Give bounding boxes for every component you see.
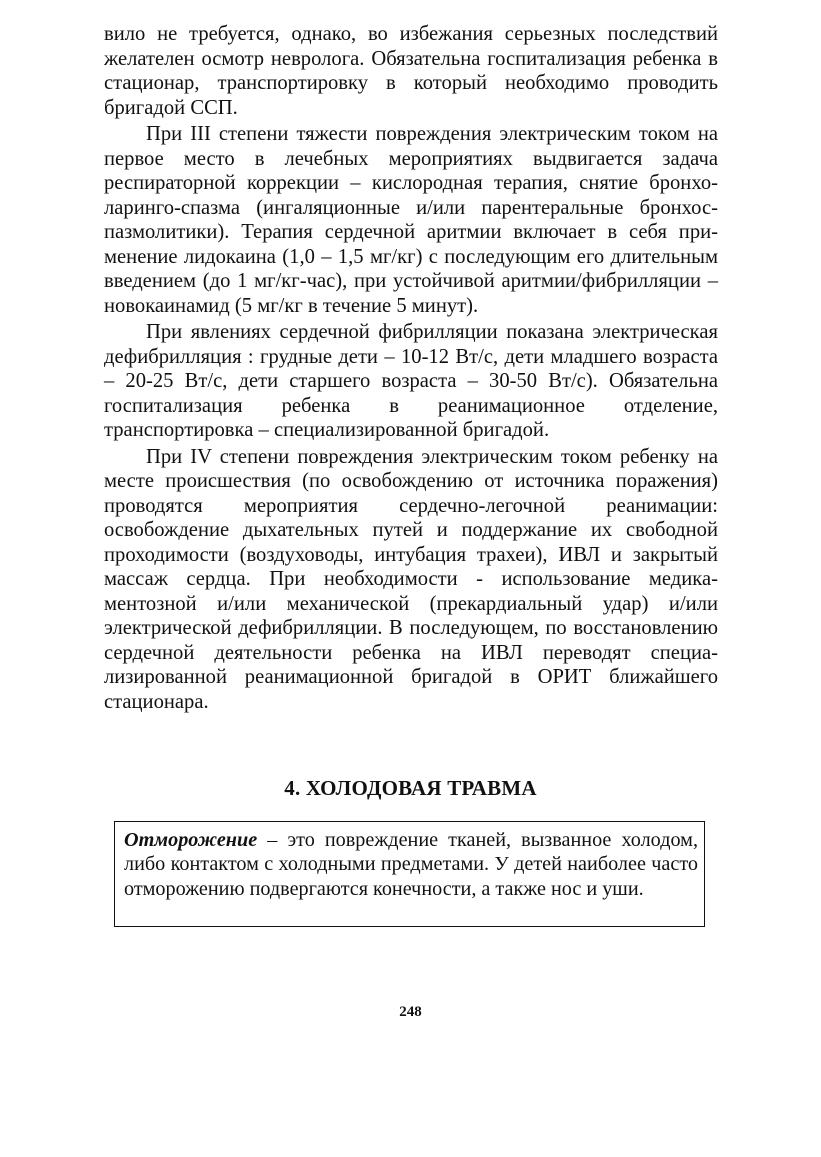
paragraph-fibrillation: При явлениях сердечной фибрилляции показана электрическая дефибрилляция : грудные дети – 10-12 Вт/с, дети младшего возраста – 20-25 Вт/с, дети старшего возраста – 30-50 Вт/с). Обязательна госпитализация ребенка в реанимационное отделение, транспортировка – специализированной бригадой. <box>104 321 718 441</box>
section-title: 4. ХОЛОДОВАЯ ТРАВМА <box>284 776 537 800</box>
page-body <box>104 22 718 714</box>
definition-box <box>114 821 705 927</box>
definition-paragraph <box>124 828 698 901</box>
paragraph-degree-3: При III степени тяжести повреждения электрическим током на первое место в лечебных мероприятиях выдвигается задача респираторной коррекции – кислородная терапия, снятие бронхоларинго-спазма (ингаляционные и/или парентеральные бронхоспазмолитики). Терапия сердечной аритмии включает в себя применение лидокаина (1,0 – 1,5 мг/кг) с последующим его длительным введением (до 1 мг/кг-час), при устойчивой аритмии/фибрилляции – новокаинамид (5 мг/кг в течение 5 минут). <box>104 123 718 317</box>
page-number: 248 <box>399 1004 422 1020</box>
definition-term: Отморожение <box>124 829 258 851</box>
paragraph-degree-4: При IV степени повреждения электрическим током ребенку на месте происшествия (по освобождению от источника поражения) проводятся мероприятия сердечно-легочной реанимации: освобождение дыхательных путей и поддержание их свободной проходимости (воздуховоды, интубация трахеи), ИВЛ и закрытый массаж сердца. При необходимости - использование медикаментозной и/или механической (прекардиальный удар) и/или электрической дефибрилляции. В последующем, по восстановлению сердечной деятельности ребенка на ИВЛ переводят специализированной реанимационной бригадой в ОРИТ ближайшего стационара. <box>104 445 718 713</box>
definition-text: – это повреждение тканей, вызванное холодом, либо контактом с холодными предметами. У детей наиболее часто отморожению подвергаются конечности, а также нос и уши. <box>124 829 698 900</box>
paragraph-continuation: вило не требуется, однако, во избежания серьезных последствий желателен осмотр невролога. Обязательна госпитализация ребенка в стационар, транспортировку в который необходимо проводить бригадой ССП. <box>104 23 718 119</box>
